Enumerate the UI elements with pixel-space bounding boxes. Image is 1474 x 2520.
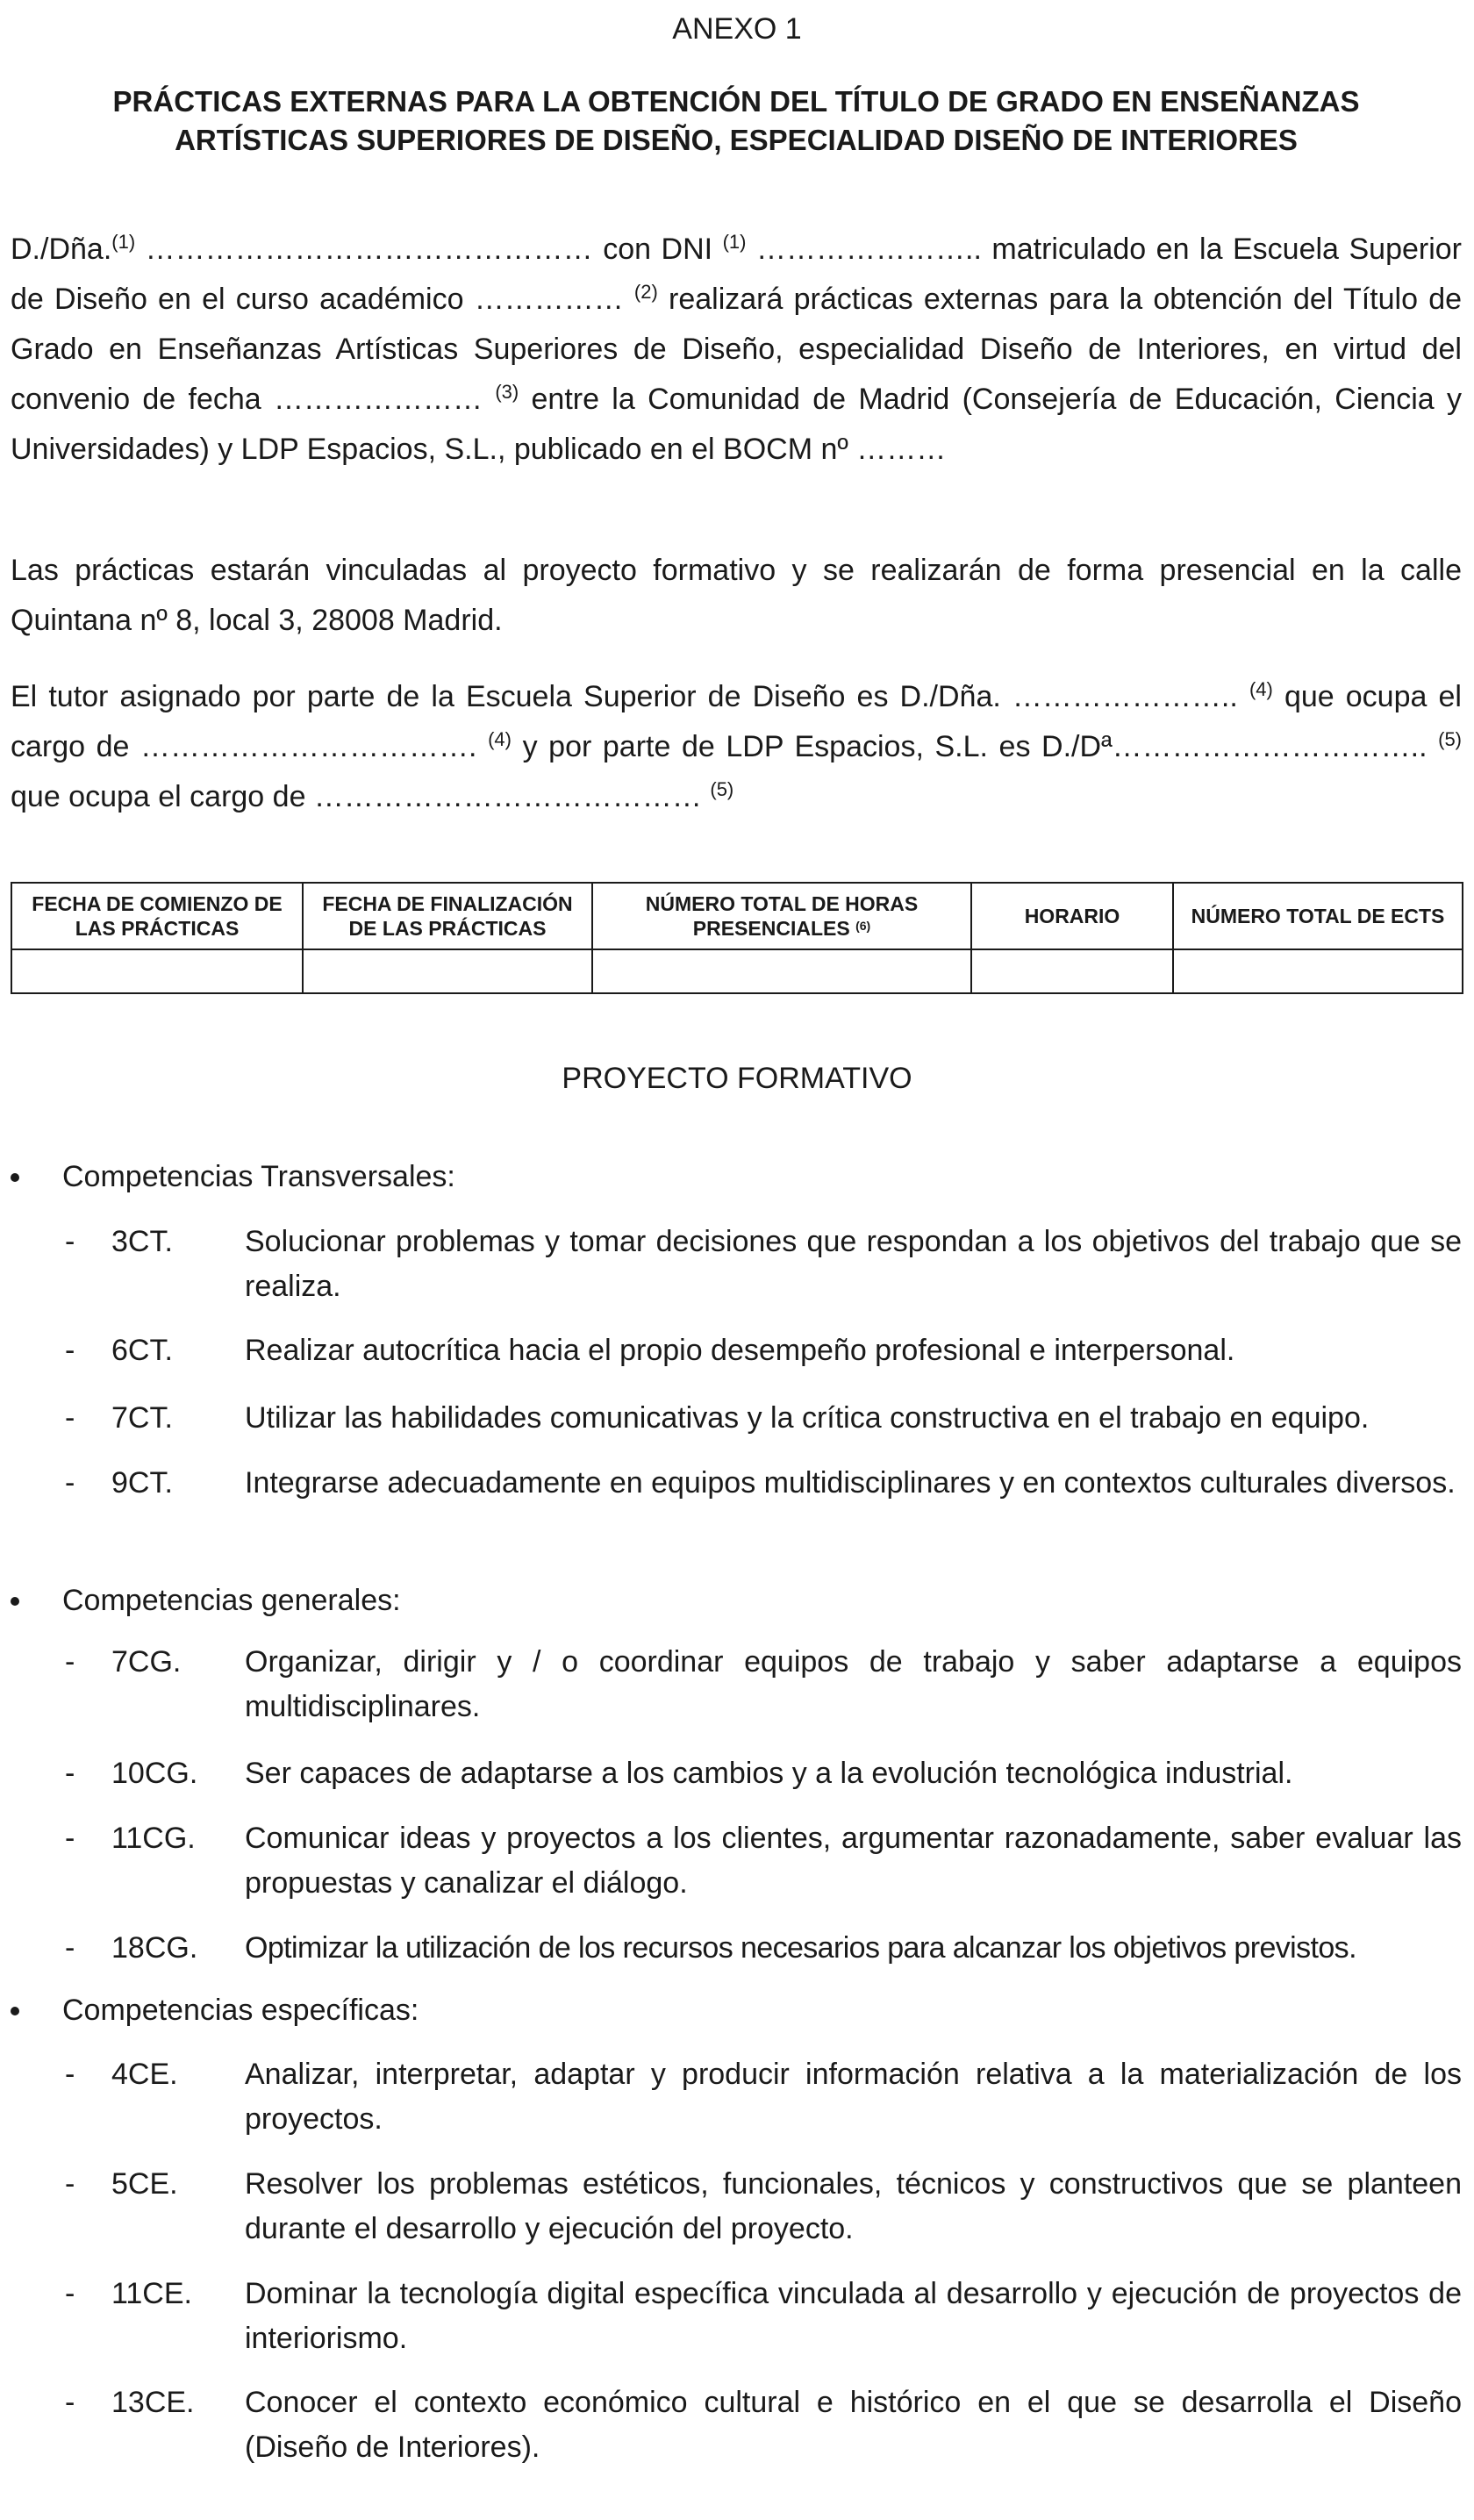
competence-text: Comunicar ideas y proyectos a los clientes, argumentar razonadamente, saber evaluar las propuestas y canalizar el diálogo. (245, 1822, 1462, 1900)
header-end-date: FECHA DE FINALIZACIÓN DE LAS PRÁCTICAS (303, 883, 592, 949)
note-ref: (4) (1249, 678, 1273, 700)
competence-code: 3CT. (111, 1225, 173, 1258)
note-ref: (1) (111, 231, 136, 253)
competence-code: 18CG. (111, 1931, 198, 1965)
competence-code: 10CG. (111, 1757, 198, 1790)
note-ref: (2) (633, 281, 658, 303)
header-total-hours: NÚMERO TOTAL DE HORAS PRESENCIALES $^{(6)}$ (592, 883, 971, 949)
header-ects: NÚMERO TOTAL DE ECTS (1173, 883, 1463, 949)
competence-text: Optimizar la utilización de los recursos necesarios para alcanzar los objetivos previstos. (245, 1931, 1356, 1965)
bullet-icon (11, 2007, 19, 2015)
cell-ects[interactable] (1173, 949, 1463, 993)
title-line-1: PRÁCTICAS EXTERNAS PARA LA OBTENCIÓN DEL TÍTULO DE GRADO EN ENSEÑANZAS (112, 85, 1360, 118)
cell-end-date[interactable] (303, 949, 592, 993)
location-paragraph: Las prácticas estarán vinculadas al proyecto formativo y se realizarán de forma presencial en la calle Quintana nº 8, local 3, 28008 Madrid. (11, 554, 1462, 637)
student-paragraph: D./Dña.$^{(1)}$ ……………………………………… con DNI $^{(1)}$ ………………….. matriculado en la Escuela Superior de Diseño en el curso académico …………… $^{(2)}$ realizará prácticas externas para la obtención del Título de Grado en Enseñanzas Artísticas Superiores de Diseño, especialidad Diseño de Interiores, en virtud del convenio de fecha ………………… $^{(3)}$ entre la Comunidad de Madrid (Consejería de Educación, Ciencia y Universidades) y LDP Espacios, S.L., publicado en el BOCM nº ……… (11, 231, 1463, 466)
note-ref: (1) (722, 231, 747, 253)
cell-start-date[interactable] (11, 949, 303, 993)
competence-code: 4CE. (111, 2058, 178, 2091)
competence-text: Ser capaces de adaptarse a los cambios y a la evolución tecnológica industrial. (245, 1757, 1293, 1790)
tutor-paragraph: El tutor asignado por parte de la Escuela Superior de Diseño es D./Dña. ………………….. $^{(4)}$ que ocupa el cargo de ……………………………. $^{(4)}$ y por parte de LDP Espacios, S.L. es D./Dª………………………….. $^{(5)}$ que ocupa el cargo de ………………………………… $^{(5)}$ (11, 678, 1463, 813)
note-ref: (5) (1438, 728, 1463, 750)
competence-code: 6CT. (111, 1334, 173, 1367)
competence-text: Solucionar problemas y tomar decisiones que respondan a los objetivos del trabajo que se realiza. (245, 1225, 1462, 1303)
header-start-date: FECHA DE COMIENZO DE LAS PRÁCTICAS (11, 883, 303, 949)
competence-code: 11CG. (111, 1822, 196, 1855)
section-title: PROYECTO FORMATIVO (562, 1062, 912, 1095)
note-ref: (5) (710, 778, 734, 800)
competence-text: Utilizar las habilidades comunicativas y la crítica constructiva en el trabajo en equipo. (245, 1401, 1370, 1435)
internship-hours-table (11, 882, 1463, 994)
competence-code: 13CE. (111, 2386, 195, 2419)
header-schedule: HORARIO (971, 883, 1173, 949)
competence-text: Resolver los problemas estéticos, funcionales, técnicos y constructivos que se planteen durante el desarrollo y ejecución del proyecto. (245, 2167, 1462, 2245)
table-header-row (11, 883, 1463, 949)
bullet-icon (11, 1173, 19, 1182)
competence-text: Conocer el contexto económico cultural e histórico en el que se desarrolla el Diseño (Diseño de Interiores). (245, 2386, 1462, 2464)
bullet-icon (11, 1597, 19, 1606)
note-ref: (4) (488, 728, 512, 750)
table-row (11, 949, 1463, 993)
competence-text: Organizar, dirigir y / o coordinar equipos de trabajo y saber adaptarse a equipos multidisciplinares. (245, 1645, 1462, 1723)
title-line-2: ARTÍSTICAS SUPERIORES DE DISEÑO, ESPECIALIDAD DISEÑO DE INTERIORES (175, 124, 1298, 156)
competence-text: Dominar la tecnología digital específica vinculada al desarrollo y ejecución de proyectos de interiorismo. (245, 2277, 1462, 2355)
competence-code: 7CT. (111, 1401, 173, 1435)
cell-total-hours[interactable] (592, 949, 971, 993)
note-ref: (3) (495, 381, 519, 403)
cell-schedule[interactable] (971, 949, 1173, 993)
competence-text: Analizar, interpretar, adaptar y producir información relativa a la materialización de los proyectos. (245, 2058, 1462, 2136)
document-page: ANEXO 1 PRÁCTICAS EXTERNAS PARA LA OBTENCIÓN DEL TÍTULO DE GRADO EN ENSEÑANZAS ARTÍSTICAS SUPERIORES DE DISEÑO, ESPECIALIDAD DISEÑO DE INTERIORES D./Dña.$^{(1)}$ ……………………………………… con DNI $^{(1)}$ ………………….. matriculado en la Escuela Superior de Diseño en el curso académico …………… $^{(2)}$ realizará prácticas externas para la obtención del Título de Grado en Enseñanzas Artísticas Superiores de Diseño, especialidad Diseño de Interiores, en virtud del convenio de fecha ………………… $^{(3)}$ entre la Comunidad de Madrid (Consejería de Educación, Ciencia y Universidades) y LDP Espacios, S.L., publicado en el BOCM nº ……… Las prácticas estarán vinculadas al proyecto formativo y se realizarán de forma presencial en la calle Quintana nº 8, local 3, 28008 Madrid. El tutor asignado por parte de la Escuela Superior de Diseño es D./Dña. ………………….. $^{(4)}$ que ocupa el cargo de ……………………………. $^{(4)}$ y por parte de LDP Espacios, S.L. es D./Dª………………………….. $^{(5)}$ que ocupa el cargo de ………………………………… $^{(5)}$ FECHA DE COMIENZO DE LAS PRÁCTICAS FECHA DE FINALIZACIÓN DE LAS PRÁCTICAS NÚMERO TOTAL DE HORAS PRESENCIALES $^{(6)}$ HORARIO NÚMERO TOTAL DE ECTS PROYECTO FORMATIVO Competencias Transversales: - 3CT. Solucionar problemas y tomar decisiones que respondan a los objetivos del trabajo que se realiza. - 6CT. Realizar autocrítica hacia el propio desempeño profesional e interpersonal. - 7CT. Utilizar las habilidades comunicativas y la crítica constructiva en el trabajo en equipo. - 9CT. Integrarse adecuadamente en equipos multidisciplinares y en contextos culturales diversos. Competencias generales: - 7CG. Organizar, dirigir y / o coordinar equipos de trabajo y saber adaptarse a equipos multidisciplinares. - 10CG. Ser capaces de adaptarse a los cambios y a la evolución tecnológica industrial. - 11CG. Comunicar ideas y proyectos a los clientes, argumentar razonadamente, saber evaluar las propuestas y canalizar el diálogo. - 18CG. Optimizar la utilización de los recursos necesarios para alcanzar los objetivos previstos. Competencias específicas: - 4CE. Analizar, interpretar, adaptar y producir información relativa a la materialización de los proyectos. - 5CE. Resolver los problemas estéticos, funcionales, técnicos y constructivos que se planteen durante el desarrollo y ejecución del proyecto. - 11CE. Dominar la tecnología digital específica vinculada al desarrollo y ejecución de proyectos de interiorismo. - 13CE. Conocer el contexto económico cultural e histórico en el que se desarrolla el Diseño (Diseño de Interiores). (0, 0, 1474, 2520)
annex-heading: ANEXO 1 (672, 12, 802, 46)
document-title (11, 82, 1462, 160)
competence-code: 11CE. (111, 2277, 192, 2310)
competence-code: 5CE. (111, 2167, 178, 2201)
competence-code: 9CT. (111, 1466, 173, 1500)
competence-text: Integrarse adecuadamente en equipos multidisciplinares y en contextos culturales diversos. (245, 1466, 1456, 1500)
competence-code: 7CG. (111, 1645, 182, 1679)
note-ref: (6) (855, 919, 871, 933)
competence-text: Realizar autocrítica hacia el propio desempeño profesional e interpersonal. (245, 1334, 1235, 1367)
